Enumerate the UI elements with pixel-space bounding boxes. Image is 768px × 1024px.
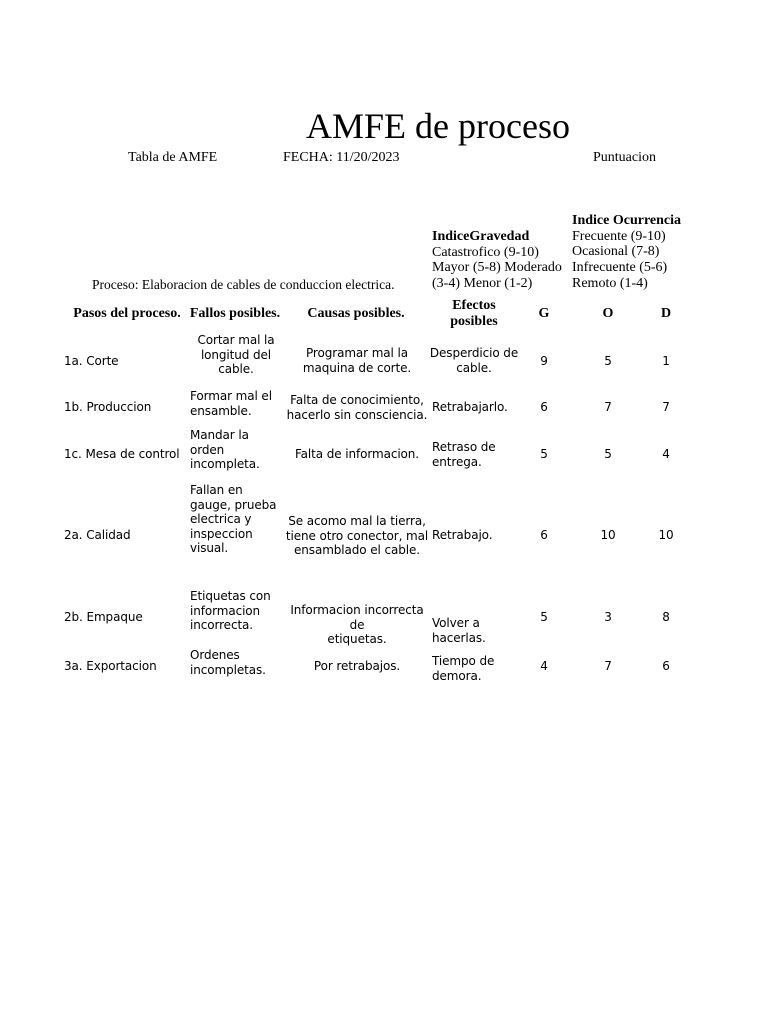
table-row-o: 5 xyxy=(604,354,612,368)
legend-ocurrencia-line: Ocasional (7-8) xyxy=(572,244,660,260)
table-row-d: 6 xyxy=(662,659,670,673)
table-row-g: 5 xyxy=(540,610,548,624)
table-row-o: 7 xyxy=(604,400,612,414)
table-row-fallo: Cortar mal la longitud del cable. xyxy=(197,333,275,376)
header-o: O xyxy=(602,306,614,321)
header-efectos: Efectos posibles xyxy=(450,298,498,329)
table-row-paso: 2a. Calidad xyxy=(64,528,131,542)
table-row-causa: Por retrabajos. xyxy=(313,659,401,673)
table-row-causa: Programar mal la maquina de corte. xyxy=(302,346,412,375)
page-title: AMFE de proceso xyxy=(306,106,570,146)
tabla-label: Tabla de AMFE xyxy=(128,150,218,165)
table-row-g: 6 xyxy=(540,528,548,542)
table-row-d: 8 xyxy=(662,610,670,624)
table-row-o: 10 xyxy=(600,528,616,542)
header-g: G xyxy=(538,306,550,321)
table-row-d: 10 xyxy=(658,528,674,542)
fecha-label: FECHA: 11/20/2023 xyxy=(283,150,400,165)
table-row-g: 6 xyxy=(540,400,548,414)
table-row-o: 5 xyxy=(604,447,612,461)
header-causas: Causas posibles. xyxy=(307,306,405,321)
table-row-o: 7 xyxy=(604,659,612,673)
table-row-g: 9 xyxy=(540,354,548,368)
table-row-causa: Se acomo mal la tierra, tiene otro conector, mal ensamblado el cable. xyxy=(285,514,429,557)
header-pasos: Pasos del proceso. xyxy=(73,306,181,321)
table-row-efecto: Volver a hacerlas. xyxy=(432,616,486,645)
table-row-fallo: Ordenes incompletas. xyxy=(190,648,266,677)
legend-ocurrencia-line: Infrecuente (5-6) xyxy=(572,260,668,276)
puntuacion-label: Puntuacion xyxy=(593,150,656,165)
table-row-causa: Falta de conocimiento, hacerlo sin consciencia. xyxy=(286,393,428,422)
table-row-causa: Informacion incorrecta de etiquetas. xyxy=(290,603,424,646)
table-row-d: 1 xyxy=(662,354,670,368)
table-row-efecto: Desperdicio de cable. xyxy=(429,346,519,375)
header-fallos: Fallos posibles. xyxy=(189,306,281,321)
table-row-efecto: Retraso de entrega. xyxy=(432,440,496,469)
table-row-causa: Falta de informacion. xyxy=(294,447,420,461)
table-row-paso: 1b. Produccion xyxy=(64,400,152,414)
proceso-description: Proceso: Elaboracion de cables de conduccion electrica. xyxy=(92,277,395,292)
table-row-paso: 1c. Mesa de control xyxy=(64,447,180,461)
table-row-paso: 1a. Corte xyxy=(64,354,119,368)
header-d: D xyxy=(660,306,672,321)
table-row-fallo: Fallan en gauge, prueba electrica y inspeccion visual. xyxy=(190,483,277,555)
table-row-efecto: Retrabajarlo. xyxy=(432,400,508,414)
table-row-g: 4 xyxy=(540,659,548,673)
legend-gravedad-line: (3-4) Menor (1-2) xyxy=(432,276,533,292)
legend-gravedad xyxy=(432,229,567,292)
table-row-efecto: Tiempo de demora. xyxy=(432,654,495,683)
table-row-g: 5 xyxy=(540,447,548,461)
legend-ocurrencia-line: Frecuente (9-10) xyxy=(572,228,666,244)
table-row-d: 7 xyxy=(662,400,670,414)
legend-ocurrencia xyxy=(572,213,702,292)
table-row-fallo: Mandar la orden incompleta. xyxy=(190,428,260,471)
table-row-d: 4 xyxy=(662,447,670,461)
table-row-fallo: Formar mal el ensamble. xyxy=(190,389,272,418)
legend-gravedad-line: Catastrofico (9-10) xyxy=(432,244,539,260)
legend-ocurrencia-heading: Indice Ocurrencia xyxy=(572,213,682,228)
table-row-paso: 2b. Empaque xyxy=(64,610,143,624)
table-row-paso: 3a. Exportacion xyxy=(64,659,157,673)
legend-ocurrencia-line: Remoto (1-4) xyxy=(572,275,648,291)
table-row-fallo: Etiquetas con informacion incorrecta. xyxy=(190,589,271,632)
table-row-efecto: Retrabajo. xyxy=(432,528,493,542)
legend-gravedad-line: Mayor (5-8) Moderado xyxy=(432,260,562,276)
legend-gravedad-heading: IndiceGravedad xyxy=(432,229,530,244)
table-row-o: 3 xyxy=(604,610,612,624)
